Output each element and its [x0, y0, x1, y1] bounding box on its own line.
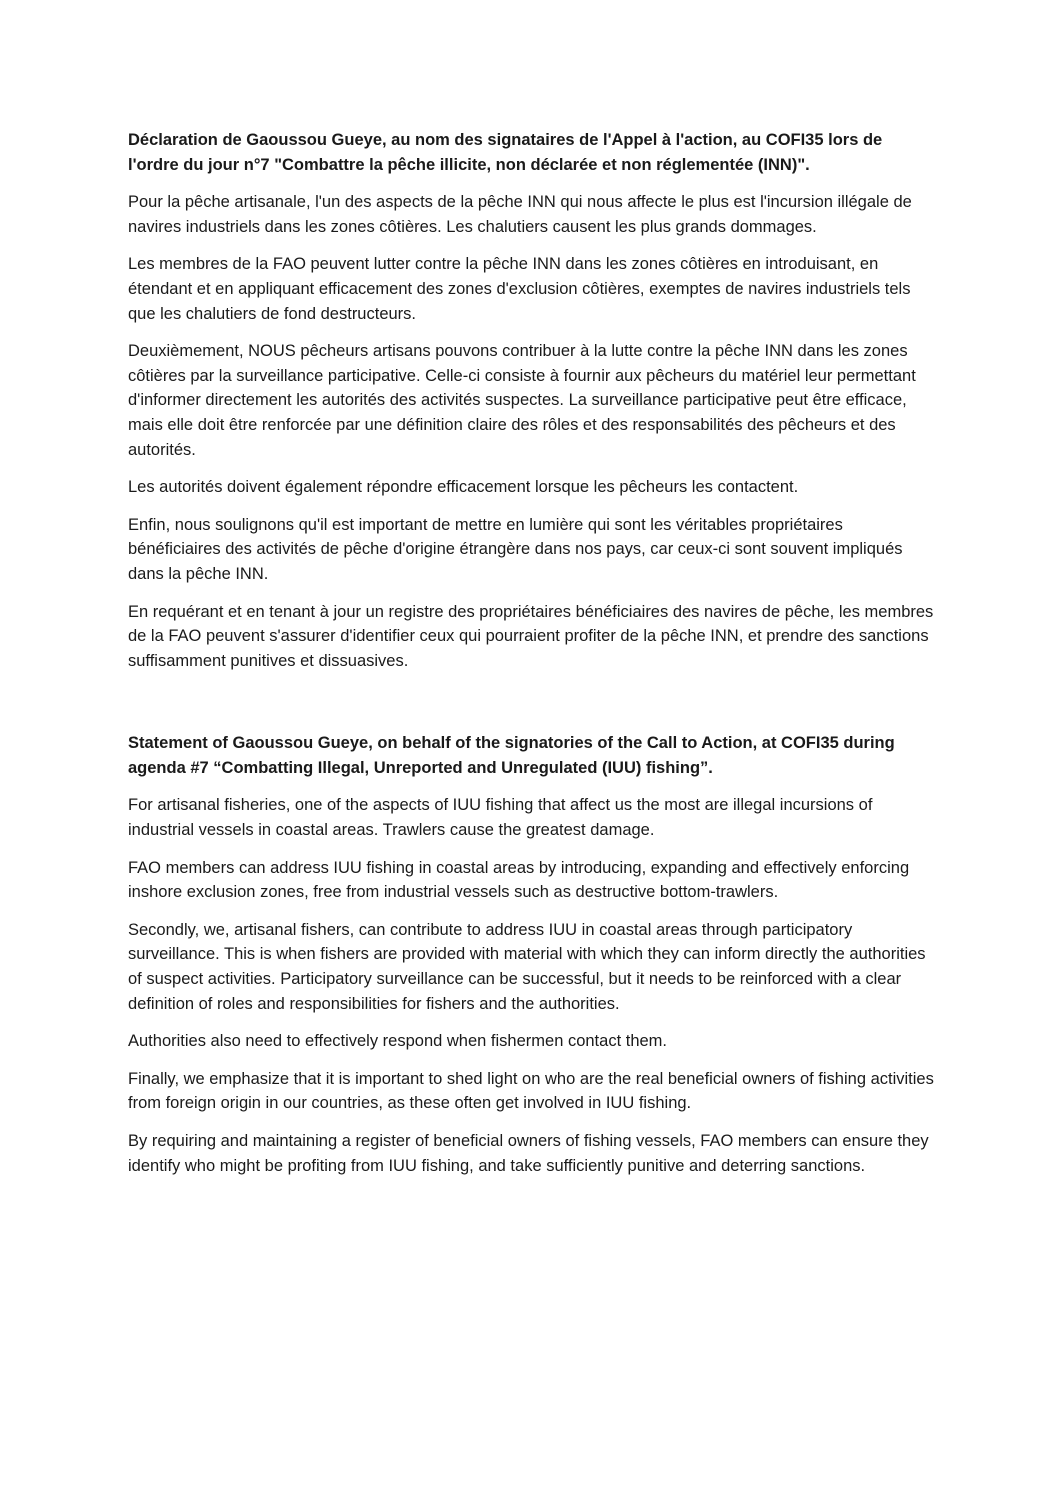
english-statement: [128, 731, 934, 1178]
french-paragraph-4: Les autorités doivent également répondre efficacement lorsque les pêcheurs les contactent.: [128, 478, 799, 497]
english-paragraph-3: Secondly, we, artisanal fishers, can contribute to address IUU in coastal areas through participatory surveillance. This is when fishers are provided with material with which they can inform directly the authorities of suspect activities. Participatory surveillance can be successful, but it needs to be reinforced with a clear definition of roles and responsibilities for fishers and the authorities.: [128, 920, 926, 1013]
english-paragraph-4: Authorities also need to effectively respond when fishermen contact them.: [128, 1032, 667, 1051]
english-heading: Statement of Gaoussou Gueye, on behalf of the signatories of the Call to Action, at COFI35 during agenda #7 “Combatting Illegal, Unreported and Unregulated (IUU) fishing”.: [128, 734, 895, 777]
french-paragraph-5: Enfin, nous soulignons qu'il est important de mettre en lumière qui sont les véritables propriétaires bénéficiaires des activités de pêche d'origine étrangère dans nos pays, car ceux-ci sont souvent impliqués dans la pêche INN.: [128, 515, 903, 583]
french-paragraph-2: Les membres de la FAO peuvent lutter contre la pêche INN dans les zones côtières en introduisant, en étendant et en appliquant efficacement des zones d'exclusion côtières, exemptes de navires industriels tels que les chalutiers de fond destructeurs.: [128, 255, 911, 323]
english-paragraph-5: Finally, we emphasize that it is important to shed light on who are the real beneficial owners of fishing activities from foreign origin in our countries, as these often get involved in IUU fishing.: [128, 1069, 934, 1113]
english-paragraph-1: For artisanal fisheries, one of the aspects of IUU fishing that affect us the most are illegal incursions of industrial vessels in coastal areas. Trawlers cause the greatest damage.: [128, 796, 873, 840]
document-page: [128, 128, 934, 1191]
french-paragraph-3: Deuxièmement, NOUS pêcheurs artisans pouvons contribuer à la lutte contre la pêche INN dans les zones côtières par la surveillance participative. Celle-ci consiste à fournir aux pêcheurs du matériel leur permettant d'informer directement les autorités des activités suspectes. La surveillance participative peut être efficace, mais elle doit être renforcée par une définition claire des rôles et des responsabilités des pêcheurs et des autorités.: [128, 342, 916, 459]
english-paragraph-6: By requiring and maintaining a register of beneficial owners of fishing vessels, FAO members can ensure they identify who might be profiting from IUU fishing, and take sufficiently punitive and deterring sanctions.: [128, 1132, 929, 1175]
french-statement: [128, 128, 934, 673]
french-paragraph-1: Pour la pêche artisanale, l'un des aspects de la pêche INN qui nous affecte le plus est l'incursion illégale de navires industriels dans les zones côtières. Les chalutiers causent les plus grands dommages.: [128, 193, 912, 236]
french-heading: Déclaration de Gaoussou Gueye, au nom des signataires de l'Appel à l'action, au COFI35 lors de l'ordre du jour n°7 "Combattre la pêche illicite, non déclarée et non réglementée (INN)".: [128, 131, 883, 174]
french-paragraph-6: En requérant et en tenant à jour un registre des propriétaires bénéficiaires des navires de pêche, les membres de la FAO peuvent s'assurer d'identifier ceux qui pourraient profiter de la pêche INN, et prendre des sanctions suffisamment punitives et dissuasives.: [128, 602, 934, 670]
english-paragraph-2: FAO members can address IUU fishing in coastal areas by introducing, expanding and effectively enforcing inshore exclusion zones, free from industrial vessels such as destructive bottom-trawlers.: [128, 858, 910, 902]
